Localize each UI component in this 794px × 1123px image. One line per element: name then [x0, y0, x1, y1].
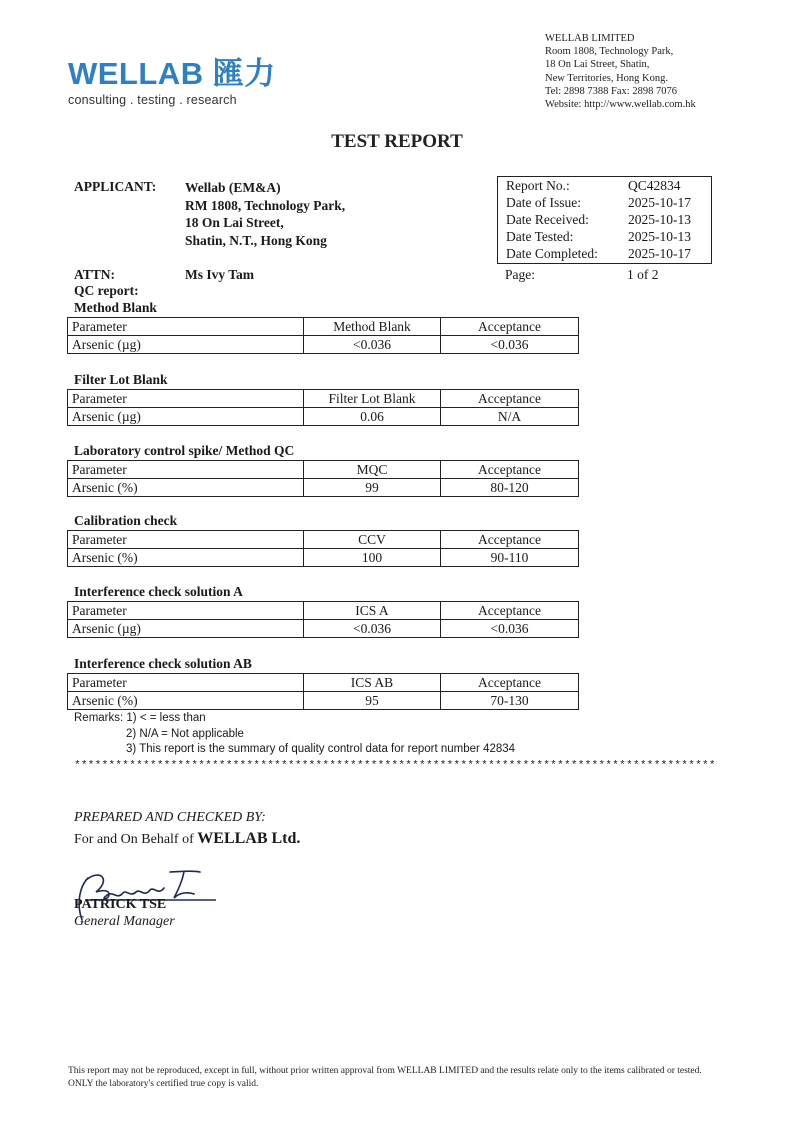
filter-lot-blank-table [67, 389, 579, 426]
acceptance-cell: 70-130 [441, 692, 579, 710]
prepared-by-label: PREPARED AND CHECKED BY: [74, 810, 266, 825]
company-logo [68, 58, 276, 107]
header-cell: Parameter [68, 390, 304, 408]
header-cell: Acceptance [441, 602, 579, 620]
page-label: Page: [505, 267, 535, 282]
table-header-row [68, 318, 579, 336]
header-cell: Parameter [68, 318, 304, 336]
header-cell: Parameter [68, 461, 304, 479]
company-website: Website: http://www.wellab.com.hk [545, 99, 696, 111]
completed-date-value: 2025-10-17 [628, 246, 691, 261]
table-row [68, 549, 579, 567]
result-cell: <0.036 [304, 620, 441, 638]
applicant-address [185, 179, 345, 249]
applicant-address-line: Shatin, N.T., Hong Kong [185, 232, 327, 248]
separator-line: ********************************************************************************************* [74, 760, 716, 772]
parameter-cell: Arsenic (µg) [68, 408, 304, 426]
page-value: 1 of 2 [627, 267, 659, 282]
page-number-row [505, 267, 659, 283]
report-no-value: QC42834 [628, 178, 681, 193]
section-title-method-blank: Method Blank [74, 300, 157, 315]
footer-disclaimer: This report may not be reproduced, except in full, without prior written approval from WELLAB LIMITED and the results relate only to the items calibrated or tested. ONLY the laboratory's certified true copy is valid. [68, 1066, 702, 1089]
remark-line: 2) N/A = Not applicable [126, 727, 244, 740]
logo-tagline: consulting . testing . research [68, 93, 237, 107]
completed-date-label: Date Completed: [506, 246, 598, 261]
remarks [74, 711, 515, 758]
on-behalf-prefix: For and On Behalf of [74, 832, 198, 847]
parameter-cell: Arsenic (µg) [68, 336, 304, 354]
acceptance-cell: <0.036 [441, 336, 579, 354]
table-header-row [68, 602, 579, 620]
header-cell: ICS A [304, 602, 441, 620]
acceptance-cell: 90-110 [441, 549, 579, 567]
received-date-value: 2025-10-13 [628, 212, 691, 227]
signer-title: General Manager [74, 914, 175, 929]
parameter-cell: Arsenic (%) [68, 692, 304, 710]
result-cell: 0.06 [304, 408, 441, 426]
company-address-block [545, 32, 696, 111]
issue-date-value: 2025-10-17 [628, 195, 691, 210]
qc-report-label: QC report: [74, 283, 139, 298]
header-cell: Parameter [68, 602, 304, 620]
header-cell: Acceptance [441, 531, 579, 549]
header-cell: ICS AB [304, 674, 441, 692]
table-row [68, 620, 579, 638]
header-cell: Parameter [68, 531, 304, 549]
applicant-label: APPLICANT: [74, 179, 157, 194]
method-blank-table [67, 317, 579, 354]
parameter-cell: Arsenic (%) [68, 479, 304, 497]
header-cell: Method Blank [304, 318, 441, 336]
on-behalf-company: WELLAB Ltd. [197, 830, 301, 847]
report-info-row [506, 229, 705, 245]
table-header-row [68, 531, 579, 549]
remark-line: Remarks: 1) < = less than [74, 712, 206, 724]
result-cell: 99 [304, 479, 441, 497]
signer-name: PATRICK TSE [74, 897, 167, 912]
received-date-label: Date Received: [506, 212, 589, 227]
table-row [68, 336, 579, 354]
company-address-line: Room 1808, Technology Park, [545, 46, 674, 58]
on-behalf-line [74, 830, 300, 848]
parameter-cell: Arsenic (%) [68, 549, 304, 567]
report-info-row [506, 212, 705, 228]
header-cell: Acceptance [441, 318, 579, 336]
company-address-line: New Territories, Hong Kong. [545, 72, 669, 84]
report-info-box [497, 176, 712, 264]
result-cell: 95 [304, 692, 441, 710]
logo-text: WELLAB 匯力 [68, 56, 276, 91]
section-title-ics-a: Interference check solution A [74, 584, 243, 599]
header-cell: MQC [304, 461, 441, 479]
result-cell: <0.036 [304, 336, 441, 354]
report-info-row [506, 195, 705, 211]
remark-line: 3) This report is the summary of quality control data for report number 42834 [126, 743, 516, 755]
section-title-calibration-check: Calibration check [74, 513, 178, 528]
header-cell: Acceptance [441, 674, 579, 692]
tested-date-label: Date Tested: [506, 229, 574, 244]
table-row [68, 408, 579, 426]
header-cell: Parameter [68, 674, 304, 692]
table-header-row [68, 390, 579, 408]
report-no-label: Report No.: [506, 178, 570, 193]
report-info-row [506, 246, 705, 262]
page-title: TEST REPORT [331, 131, 463, 152]
company-phone: Tel: 2898 7388 Fax: 2898 7076 [545, 85, 677, 97]
mqc-table [67, 460, 579, 497]
company-address-line: 18 On Lai Street, Shatin, [545, 59, 650, 71]
table-row [68, 692, 579, 710]
table-header-row [68, 674, 579, 692]
section-title-filter-lot-blank: Filter Lot Blank [74, 372, 168, 387]
parameter-cell: Arsenic (µg) [68, 620, 304, 638]
acceptance-cell: N/A [441, 408, 579, 426]
acceptance-cell: <0.036 [441, 620, 579, 638]
header-cell: Acceptance [441, 461, 579, 479]
section-title-lcs-mqc: Laboratory control spike/ Method QC [74, 443, 295, 458]
header-cell: CCV [304, 531, 441, 549]
table-row [68, 479, 579, 497]
issue-date-label: Date of Issue: [506, 195, 581, 210]
attn-value: Ms Ivy Tam [185, 267, 255, 282]
calibration-check-table [67, 530, 579, 567]
attn-label: ATTN: [74, 267, 116, 282]
ics-ab-table [67, 673, 579, 710]
company-name: WELLAB LIMITED [545, 33, 635, 44]
header-cell: Acceptance [441, 390, 579, 408]
acceptance-cell: 80-120 [441, 479, 579, 497]
section-title-ics-ab: Interference check solution AB [74, 656, 252, 671]
ics-a-table [67, 601, 579, 638]
table-header-row [68, 461, 579, 479]
header-cell: Filter Lot Blank [304, 390, 441, 408]
applicant-address-line: 18 On Lai Street, [185, 215, 284, 230]
result-cell: 100 [304, 549, 441, 567]
report-info-row [506, 178, 705, 194]
applicant-name: Wellab (EM&A) [185, 180, 281, 195]
tested-date-value: 2025-10-13 [628, 229, 691, 244]
applicant-address-line: RM 1808, Technology Park, [185, 197, 346, 213]
